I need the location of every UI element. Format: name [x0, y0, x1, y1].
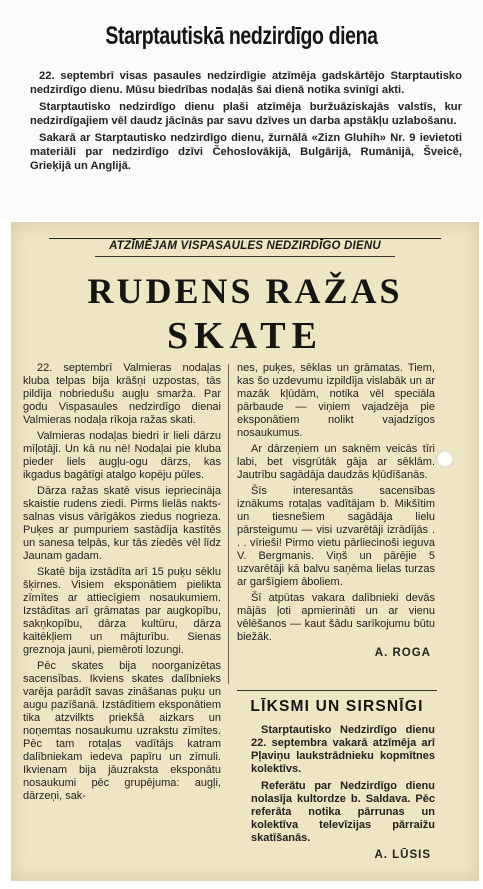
column-divider	[228, 364, 229, 684]
sub-article-body	[251, 724, 435, 862]
author-signature: A. LŪSIS	[374, 849, 431, 861]
paragraph: Šīs interesantās sacensības iznākums rotaļas vadītājam b. Mikšītim un tiesnešiem sagādāja lielu pārsteigumu — visi uzvarētāji izrādījās . . . vīrieši! Pirmo vietu pārliecinoši ieguva V. Bergmanis. Viņš un pārējie 5 uzvarētāji kā balvu saņēma lielas turzas ar garšīgiem āboliem.	[237, 485, 435, 588]
article-title: Starptautiskā nedzirdīgo diena	[105, 22, 378, 50]
paragraph: Valmieras nodaļas biedri ir lieli dārzu mīļotāji. Un kā nu nē! Nodaļai pie kluba pieder liels augļu-ogu dārzs, kas ikgadus bagātīgi atalgo kopēju pūles.	[23, 430, 221, 481]
headline-line-2: SKATE	[166, 315, 323, 357]
headline-line-1: RUDENS RAŽAS	[87, 271, 403, 311]
paper-hole	[436, 450, 454, 468]
kicker-heading: ATZĪMĒJAM VISPASAULES NEDZIRDĪGO DIENU	[109, 240, 381, 252]
paragraph: Šī atpūtas vakara dalībnieki devās mājās ļoti apmierināti un ar vienu vēlēšanos — kaut šādu sarīkojumu būtu biežāk.	[237, 592, 435, 643]
paragraph: 22. septembrī Valmieras nodaļas kluba telpas bija krāšņi uzpostas, tās pildīja nobriedušu augļu smarža. Par godu Vispasaules nedzirdīgo dienai Valmieras nodaļa rīkoja ražas skati.	[23, 362, 221, 426]
paragraph: 22. septembrī visas pasaules nedzirdīgie atzīmēja gadskārtējo Starptautisko nedzirdīgo dienu. Mūsu biedrības nodaļās šai dienā notika svinīgi akti.	[30, 70, 462, 96]
paragraph: Ar dārzeņiem un saknēm veicās tīri labi, bet visgrūtāk gāja ar sēklām. Jautrību sagādāja daudzās kļūdīšanās.	[237, 443, 435, 481]
divider	[49, 238, 441, 239]
sub-article-headline: LĪKSMI UN SIRSNĪGI	[250, 698, 424, 715]
article-column-right	[237, 362, 435, 660]
article-clipping-bottom	[11, 222, 479, 881]
paragraph: Starptautisko Nedzirdīgo dienu 22. septembra vakarā atzīmēja arī Pļaviņu laukstrādnieku kopmītnes kolektīvs.	[251, 724, 435, 775]
author-signature: A. ROGA	[374, 647, 431, 659]
paragraph: Pēc skates bija noorganizētas sacensības. Ikviens skates dalībnieks varēja parādīt savas zināšanas puķu un augu pazīšanā. Izstādītiem eksponātiem tika atzvilkts priekšā aizkars un noņemtas nosaukumu uzrakstu zīmītes. Pēc tam rotaļas vadītājs katram dalībniekam iedeva papīru un zīmuli. Ikvienam bija jāuzraksta eksponātu nosaukumi pēc grupējuma: augļi, dārzeņi, sak-	[23, 660, 221, 802]
paragraph: Dārza ražas skatē visus iepriecināja skaistie rudens ziedi. Pirms lielās naktssalnas visus vārīgākos ziedus nogrieza. Puķes ar pumpuriem sastādīja kastītēs un sanesa telpās, kur tās ziedēs vēl līdz Jaunam gadam.	[23, 485, 221, 562]
paragraph: Skatē bija izstādīta arī 15 puķu sēklu šķirnes. Visiem eksponātiem pielikta zīmītes ar attiecīgiem nosaukumiem. Izstādītas arī grāmatas par augkopību, sakņkopību, dārza kultūru, dārza kaitēkļiem un mājturību. Sienas greznoja jauni, piemēroti lozungi.	[23, 566, 221, 656]
divider	[95, 256, 395, 257]
paragraph: nes, puķes, sēklas un grāmatas. Tiem, kas šo uzdevumu izpildīja vislabāk un ar mazāk kļūdām, notika vēl speciāla pārbaude — viņiem vajadzēja pie eksponātiem nolikt vajadzīgos nosaukumus.	[237, 362, 435, 439]
paragraph: Referātu par Nedzirdīgo dienu nolasīja kultordze b. Saldava. Pēc referāta notika pārrunas un kolektīva televīzijas pārraižu skatīšanās.	[251, 780, 435, 844]
article-body	[30, 70, 462, 177]
article-clipping-top	[0, 0, 483, 220]
paragraph: Sakarā ar Starptautisko nedzirdīgo dienu, žurnālā «Zizn Gluhih» Nr. 9 ievietoti materiāli par nedzirdīgo dzīvi Čehoslovākijā, Bulgārijā, Rumānijā, Šveicē, Grieķijā un Anglijā.	[30, 132, 462, 172]
divider	[237, 690, 437, 691]
paragraph: Starptautisko nedzirdīgo dienu plaši atzīmēja buržuāziskajās valstīs, kur nedzirdīgajiem vēl daudz jācīnās par savu dzīves un darba apstākļu uzlabošanu.	[30, 101, 462, 127]
article-column-left	[23, 362, 221, 806]
